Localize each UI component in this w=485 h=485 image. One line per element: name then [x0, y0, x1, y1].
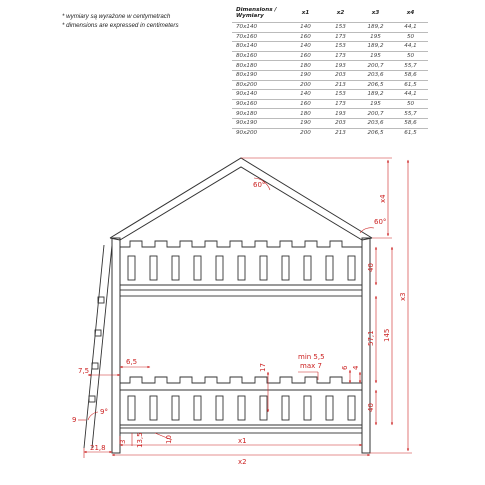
table-cell: 190: [288, 70, 323, 80]
dim-10-label: 10: [165, 435, 173, 444]
dim-145-label: 145: [383, 328, 391, 342]
table-cell: 173: [323, 51, 358, 61]
dim-max-label: max 7: [300, 362, 322, 370]
slat: [172, 396, 179, 420]
roof: [110, 158, 372, 240]
table-cell: 61,5: [393, 80, 428, 90]
ladder-rail-inner: [92, 245, 112, 448]
dimension-labels: [72, 181, 407, 466]
slat: [304, 256, 311, 280]
table-cell: 90x180: [232, 109, 288, 119]
slat: [128, 396, 135, 420]
table-cell: 55,7: [393, 109, 428, 119]
table-cell: 200,7: [358, 109, 393, 119]
col-header-x1: x1: [301, 10, 310, 16]
left-post: [112, 238, 120, 453]
table-cell: 90x140: [232, 90, 288, 100]
dim-7-5-label: 7,5: [78, 367, 90, 375]
table-cell: 213: [323, 80, 358, 90]
table-cell: 200: [288, 80, 323, 90]
table-cell: 200: [288, 128, 323, 137]
table-cell: 50: [393, 51, 428, 61]
table-cell: 55,7: [393, 61, 428, 71]
table-cell: 44,1: [393, 90, 428, 100]
table-cell: 80x190: [232, 70, 288, 80]
slat: [150, 396, 157, 420]
dim-min-label: min 5,5: [298, 353, 325, 361]
slat: [282, 396, 289, 420]
note-polish: * wymiary są wyrażone w centymetrach: [62, 13, 171, 20]
dim-9-label: 9: [72, 416, 77, 424]
slat: [194, 396, 201, 420]
table-cell: 206,5: [358, 128, 393, 137]
table-cell: 189,2: [358, 42, 393, 52]
table-cell: 203: [323, 70, 358, 80]
table-cell: 153: [323, 23, 358, 33]
lower-top-rail: [120, 377, 362, 383]
roof-outer: [110, 158, 372, 238]
table-cell: 70x140: [232, 23, 288, 33]
col-header-x2: x2: [336, 10, 345, 16]
table-cell: 44,1: [393, 23, 428, 33]
ladder-rail-outer: [84, 245, 104, 448]
table-cell: 195: [358, 32, 393, 42]
col-header-x3: x3: [371, 10, 380, 16]
table-cell: 203,6: [358, 70, 393, 80]
slat: [150, 256, 157, 280]
slat: [304, 396, 311, 420]
table-cell: 140: [288, 90, 323, 100]
frame-posts: [112, 238, 370, 453]
dim-17-label: 17: [259, 363, 267, 372]
table-cell: 180: [288, 61, 323, 71]
table-cell: 160: [288, 99, 323, 109]
lower-bed-base: [120, 428, 362, 433]
dim-6-label: 6: [341, 365, 349, 370]
slat: [348, 256, 355, 280]
table-cell: 160: [288, 32, 323, 42]
ladder-rung: [89, 396, 95, 402]
table-cell: 195: [358, 51, 393, 61]
table-cell: 180: [288, 109, 323, 119]
col-header-x4: x4: [406, 10, 415, 16]
dim-x2-label: x2: [238, 458, 247, 466]
slat: [260, 256, 267, 280]
table-cell: 200,7: [358, 61, 393, 71]
dim-57-label: 57,1: [367, 330, 375, 346]
ladder: [84, 245, 112, 448]
slat: [172, 256, 179, 280]
table-cell: 61,5: [393, 128, 428, 137]
table-cell: 193: [323, 109, 358, 119]
upper-slats: [128, 256, 355, 280]
table-cell: 80x140: [232, 42, 288, 52]
slat: [326, 396, 333, 420]
table-cell: 193: [323, 61, 358, 71]
table-cell: 190: [288, 118, 323, 128]
table-cell: 140: [288, 42, 323, 52]
table-cell: 213: [323, 128, 358, 137]
slat: [348, 396, 355, 420]
upper-bed-base: [120, 290, 362, 296]
dim-3-label: 3: [119, 439, 127, 444]
table-cell: 44,1: [393, 42, 428, 52]
slat: [128, 256, 135, 280]
col-header-dimensions: Dimensions / Wymiary: [236, 7, 277, 19]
table-cell: 80x180: [232, 61, 288, 71]
ladder-angle-arc: [88, 412, 98, 420]
lower-slats: [128, 396, 355, 420]
roof-inner: [120, 167, 362, 240]
table-cell: 153: [323, 42, 358, 52]
table-cell: 80x160: [232, 51, 288, 61]
table-cell: 90x160: [232, 99, 288, 109]
table-cell: 203: [323, 118, 358, 128]
table-cell: 58,6: [393, 118, 428, 128]
slat: [194, 256, 201, 280]
table-cell: 206,5: [358, 80, 393, 90]
table-cell: 140: [288, 23, 323, 33]
note-english: * dimensions are expressed in centimeters: [62, 22, 179, 29]
table-cell: 153: [323, 90, 358, 100]
table-cell: 160: [288, 51, 323, 61]
roof-angle-label: 60°: [253, 181, 266, 189]
table-cell: 90x190: [232, 118, 288, 128]
dim-13-5-label: 13,5: [136, 432, 144, 448]
dim-x3-label: x3: [399, 292, 407, 301]
table-cell: 80x200: [232, 80, 288, 90]
slat: [216, 256, 223, 280]
table-cell: 90x200: [232, 128, 288, 137]
table-cell: 173: [323, 99, 358, 109]
table-cell: 58,6: [393, 70, 428, 80]
dim-40-top-label: 40: [367, 263, 375, 272]
table-cell: 189,2: [358, 23, 393, 33]
slat: [216, 396, 223, 420]
table-cell: 70x160: [232, 32, 288, 42]
ladder-rung: [92, 363, 98, 369]
table-cell: 189,2: [358, 90, 393, 100]
slat: [282, 256, 289, 280]
slat: [326, 256, 333, 280]
slat: [238, 256, 245, 280]
dim-21-8-label: 21,8: [90, 444, 106, 452]
upper-top-rail: [120, 241, 362, 247]
table-cell: 203,6: [358, 118, 393, 128]
dim-x4-label: x4: [379, 194, 387, 203]
side-angle-label: 60°: [374, 218, 387, 226]
table-cell: 50: [393, 32, 428, 42]
table-cell: 173: [323, 32, 358, 42]
ladder-angle-label: 9°: [100, 408, 108, 416]
table-cell: 50: [393, 99, 428, 109]
dim-4-label: 4: [352, 365, 360, 370]
slat: [260, 396, 267, 420]
dim-6-5-label: 6,5: [126, 358, 138, 366]
dim-40-bottom-label: 40: [367, 403, 375, 412]
table-cell: 195: [358, 99, 393, 109]
dim-x1-label: x1: [238, 437, 247, 445]
slat: [238, 396, 245, 420]
